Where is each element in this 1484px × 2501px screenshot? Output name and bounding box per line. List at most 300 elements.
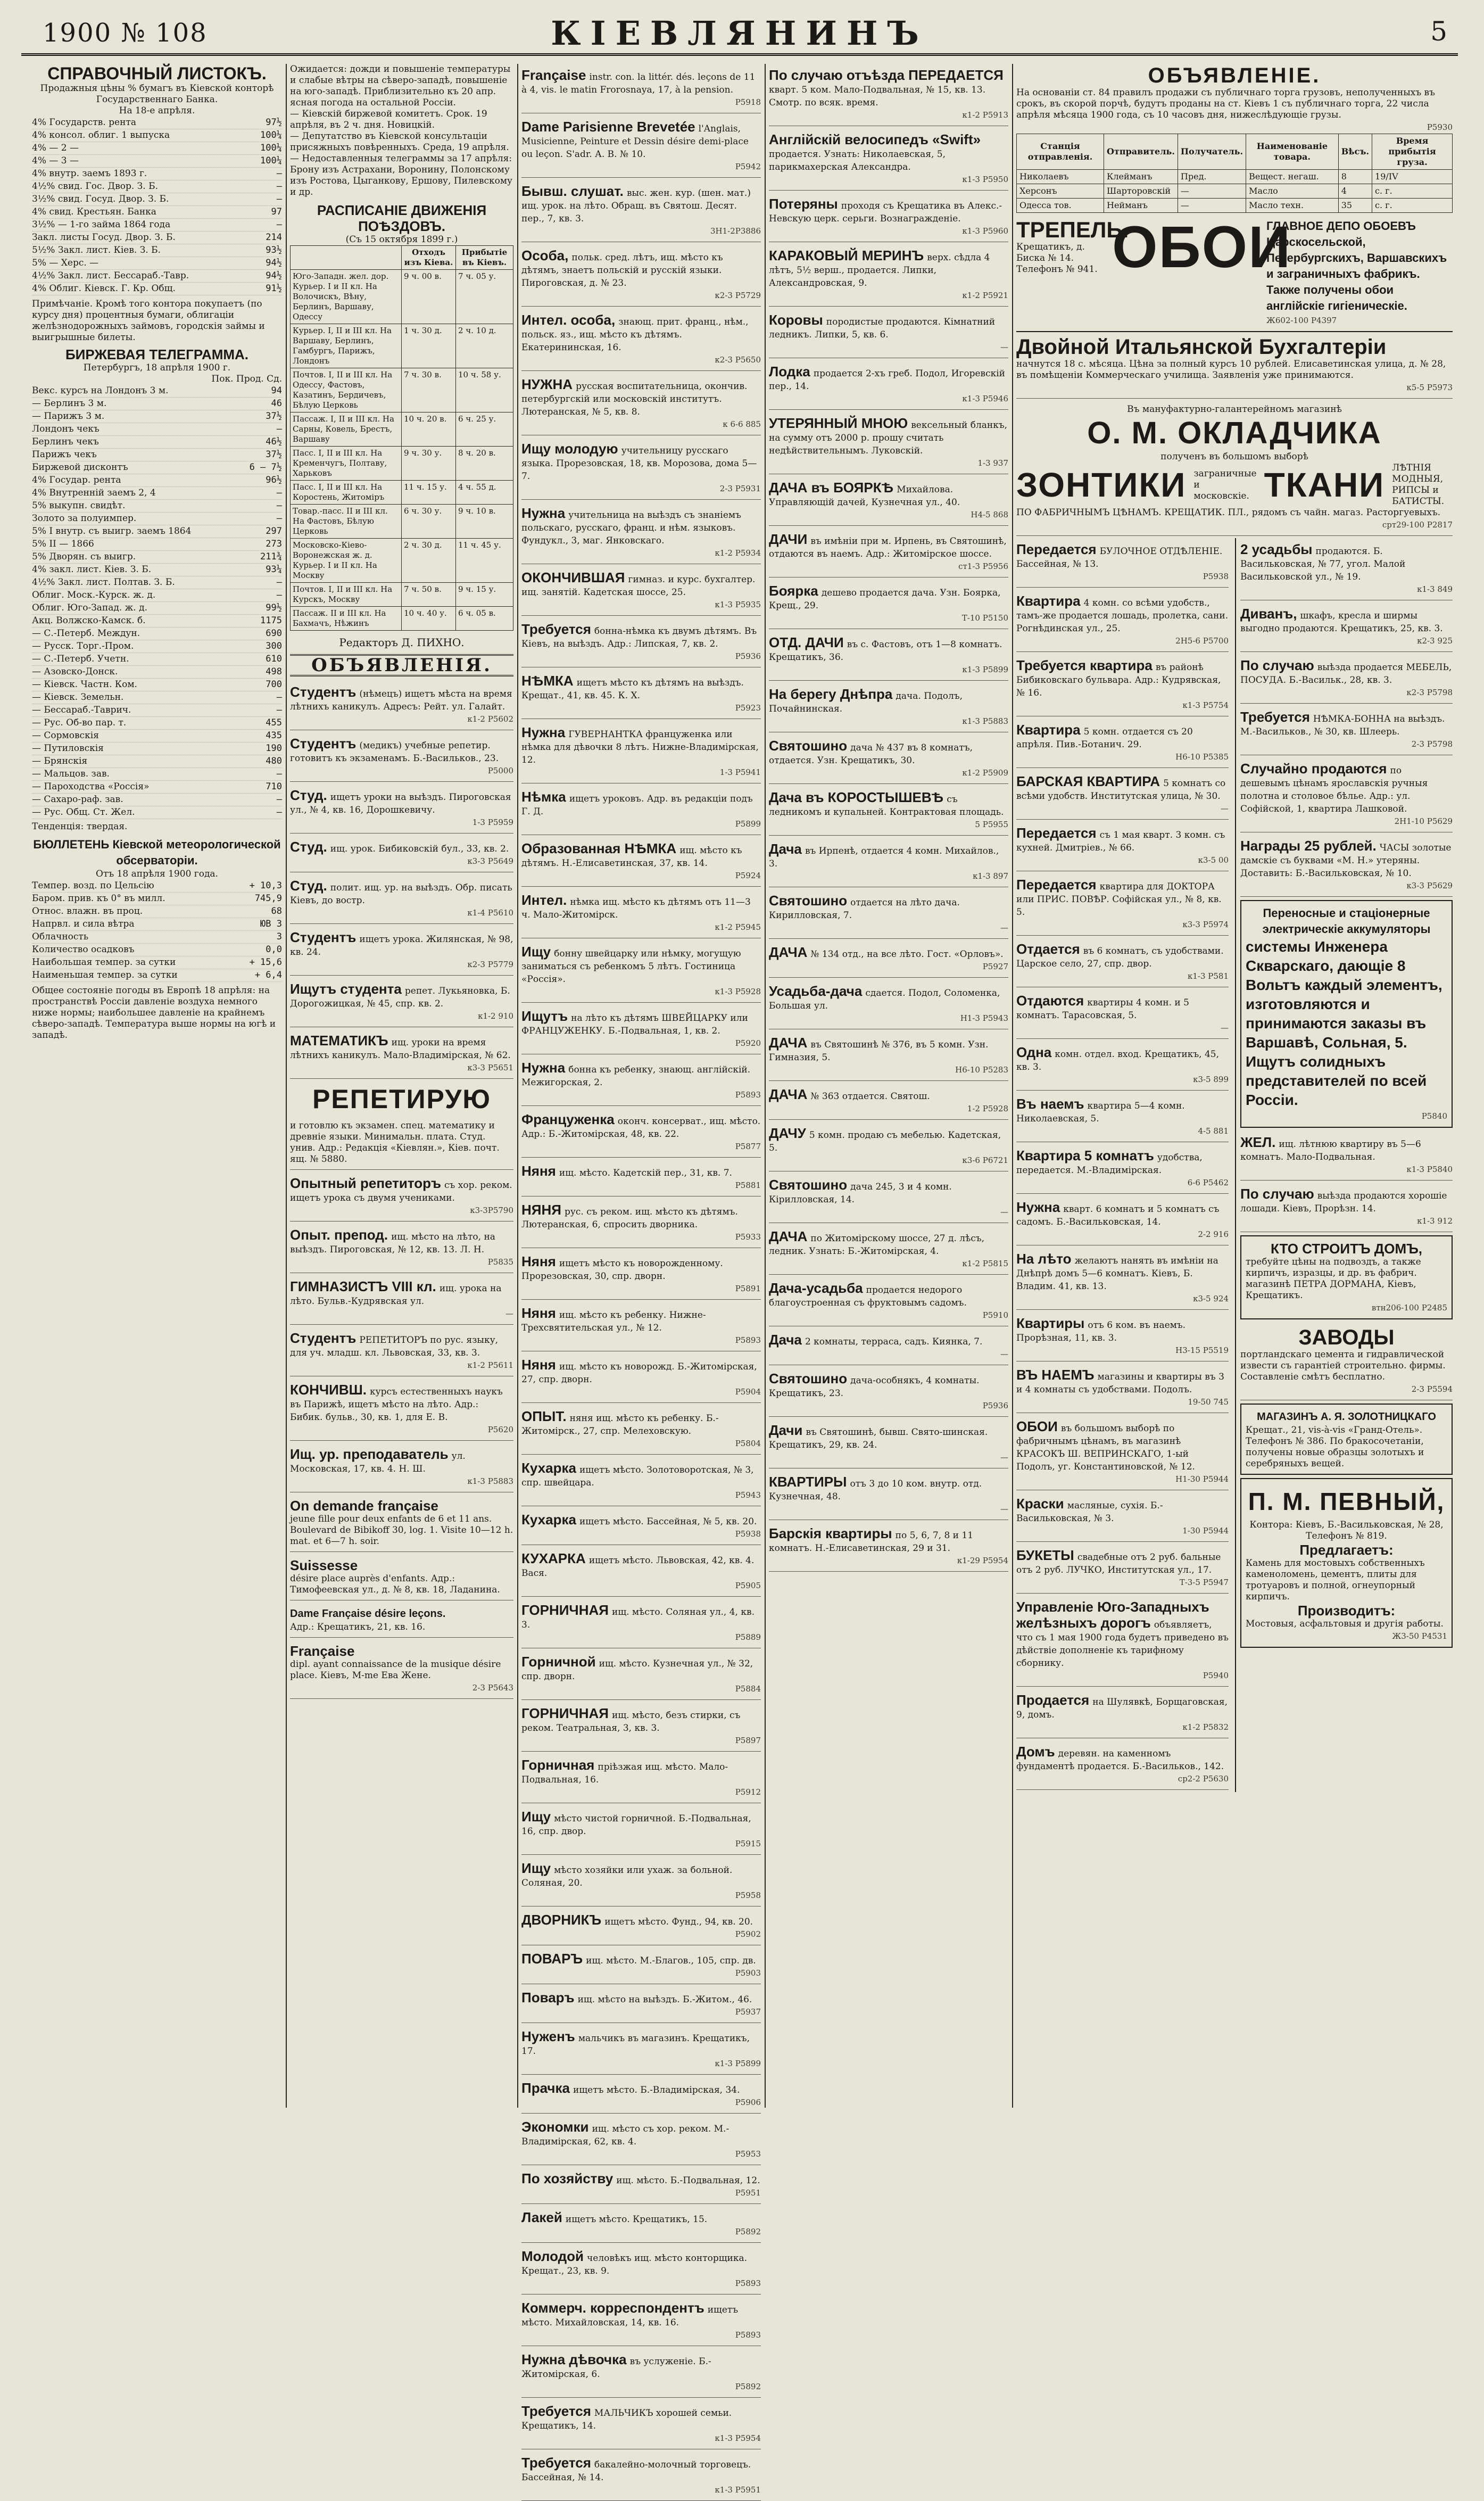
telegram-row bbox=[32, 806, 282, 819]
ad-paragraph bbox=[521, 1951, 761, 1967]
ad-code: Р5884 bbox=[735, 1684, 761, 1694]
ad-headline: ДАЧА bbox=[769, 1086, 808, 1102]
ad-code: 2Н5-6 Р5700 bbox=[1175, 636, 1229, 646]
ad-headline: БАРСКАЯ КВАРТИРА bbox=[1016, 773, 1160, 789]
telegram-row-value: 211¾ bbox=[260, 551, 282, 562]
ad-headline: Потеряны bbox=[769, 196, 838, 212]
telegram-row-value: 297 bbox=[266, 526, 282, 536]
ad-paragraph bbox=[1240, 838, 1453, 879]
telegram-row bbox=[32, 513, 282, 525]
ad-text: объявляетъ, что съ 1 мая 1900 года будетъ приведено въ дѣйствіе дополненіе къ тарифному сборнику. bbox=[1016, 1620, 1229, 1669]
classified-ad bbox=[290, 681, 513, 730]
classified-ad bbox=[769, 631, 1008, 681]
ad-headline: Ищу bbox=[521, 944, 551, 960]
ad-paragraph bbox=[290, 878, 513, 906]
column-ads-5 bbox=[1016, 64, 1453, 2108]
notice-title: ОБЪЯВЛЕНІЕ. bbox=[1148, 64, 1321, 87]
ad-text: квартиры 4 комн. и 5 комнатъ. Тарасовская, 5. bbox=[1016, 997, 1189, 1021]
ad-text: ищетъ мѣсто. Фунд., 94, кв. 20. bbox=[604, 1917, 753, 1927]
ad-headline: Управленіе Юго-Западныхъ желѣзныхъ дорогъ bbox=[1016, 1599, 1209, 1631]
telegram-row bbox=[32, 551, 282, 564]
ad-text: верх. сѣдла 4 лѣтъ, 5½ верш., продается. Липки, Александровская, 9. bbox=[769, 252, 990, 288]
ad-code: к1-3 Р581 bbox=[1187, 971, 1229, 981]
quote-row-value: — bbox=[276, 181, 282, 192]
ad-text: продаются. Б. Васильковская, № 77, угол. Малой Васильковской ул., № 19. bbox=[1240, 546, 1406, 582]
telegram-row bbox=[32, 615, 282, 628]
ad-text: проходя съ Крещатика въ Алекс.-Невскую церк. серьги. Вознагражденіе. bbox=[769, 201, 1002, 224]
ad-paragraph bbox=[521, 724, 761, 766]
ad-paragraph bbox=[521, 789, 761, 818]
ad-paragraph bbox=[521, 1512, 761, 1528]
classified-ad bbox=[521, 1599, 761, 1648]
ad-text: въ районѣ Бибиковскаго бульвара. Адр.: Кудрявская, № 16. bbox=[1016, 662, 1221, 698]
ad-headline: Передается bbox=[1016, 541, 1097, 557]
ad-code: Р5933 bbox=[735, 1232, 761, 1242]
telegram-row-name: Облиг. Юго-Запад. ж. д. bbox=[32, 602, 147, 613]
weather-row-name: Баром. прив. къ 0° въ милл. bbox=[32, 893, 165, 904]
ad-code: 6-6 Р5462 bbox=[1187, 1178, 1229, 1187]
ad-code: к1-3 Р5950 bbox=[962, 175, 1008, 184]
oboi-right-text: ГЛАВНОЕ ДЕПО ОБОЕВЪ Царскосельской, Петербургскихъ, Варшавскихъ и заграничныхъ фабрикъ. Также получены обои англійскіе гигіеническіе. bbox=[1266, 219, 1447, 312]
repet-headline: РЕПЕТИРУЮ bbox=[312, 1084, 491, 1114]
classified-ad bbox=[1016, 1041, 1229, 1091]
zontiki-word: ЗОНТИКИ bbox=[1016, 466, 1187, 504]
telegram-row-value: — bbox=[276, 500, 282, 511]
ad-paragraph bbox=[521, 1990, 761, 2005]
ad-code: — bbox=[505, 1309, 513, 1318]
telegram-row-name: 5% II — 1866 bbox=[32, 539, 94, 549]
classified-ad bbox=[1240, 1183, 1453, 1232]
classified-ad bbox=[521, 1857, 761, 1906]
quote-row bbox=[32, 155, 282, 168]
classified-ad bbox=[1016, 1492, 1229, 1542]
ad-text: ищ. мѣсто. М.-Благов., 105, спр. дв. bbox=[586, 1955, 756, 1966]
classified-ad bbox=[769, 360, 1008, 410]
ad-text: ищ. урок. Бибиковскій бул., 33, кв. 2. bbox=[330, 844, 509, 854]
ad-code: Р5942 bbox=[735, 162, 761, 171]
classified-ad bbox=[769, 1522, 1008, 1572]
cargo-cell: с. г. bbox=[1372, 184, 1453, 199]
ad-text: въ услуженіе. Б.-Житомірская, 6. bbox=[521, 2356, 711, 2380]
ad-text: учительница на выѣздъ съ знаніемъ польскаго, русскаго, франц. и нѣм. языковъ. Фундукл., 3, маг. Янковскаго. bbox=[521, 510, 741, 546]
weather-date: Отъ 18 апрѣля 1900 года. bbox=[96, 869, 218, 879]
quote-row-value: 91½ bbox=[266, 283, 282, 294]
ad-code: к 6-6 885 bbox=[723, 419, 761, 429]
classified-ad bbox=[290, 1172, 513, 1221]
ad-text: ищ. урока на лѣто. Бульв.-Кудрявская ул. bbox=[290, 1283, 502, 1307]
classified-ad bbox=[521, 940, 761, 1003]
telegram-row bbox=[32, 487, 282, 500]
ad-paragraph bbox=[769, 583, 1008, 612]
ad-code: Р5910 bbox=[982, 1310, 1008, 1320]
ad-text: въ Ирпенѣ, отдается 4 комн. Михайлов., 3. bbox=[769, 846, 999, 869]
ad-text: квартира 5—4 комн. Николаевская, 5. bbox=[1016, 1101, 1185, 1124]
italian-code: к5-5 Р5973 bbox=[1406, 383, 1453, 392]
ad-code: Р5893 bbox=[735, 2330, 761, 2340]
ad-headline: Молодой bbox=[521, 2248, 584, 2264]
ads-list bbox=[769, 64, 1008, 1572]
telegram-row-name: — Путиловскія bbox=[32, 743, 104, 754]
classified-ad bbox=[290, 784, 513, 833]
page-header bbox=[21, 11, 1458, 56]
ad-headline: Одна bbox=[1016, 1044, 1052, 1060]
ad-headline: Продается bbox=[1016, 1692, 1090, 1708]
classified-ad bbox=[1016, 1544, 1229, 1594]
weather-forecast: Ожидается: дожди и повышеніе температуры и слабые вѣтры на сѣверо-западѣ, повышеніе на юго-западѣ. Приблизительно къ 20 апр. ясная погода на остальной Россіи. bbox=[290, 64, 511, 108]
ad-paragraph bbox=[769, 944, 1008, 960]
classified-ad bbox=[769, 64, 1008, 126]
ad-dame-head: Dame Française désire leçons. bbox=[290, 1608, 446, 1620]
ad-text: выс. жен. кур. (шен. мат.) ищ. урок. на лѣто. Обращ. въ Святош. Десят. пер., 7, кв. 3. bbox=[521, 188, 751, 224]
ad-headline: Бывш. слушат. bbox=[521, 183, 624, 199]
weather-row-name: Напрвл. и сила вѣтра bbox=[32, 919, 135, 929]
ad-text: № 134 отд., на все лѣто. Гост. «Орловъ». bbox=[810, 949, 1004, 960]
cargo-cell: Шарторовскій bbox=[1104, 184, 1178, 199]
telegram-row bbox=[32, 500, 282, 513]
builder-text: требуйте цѣны на подвоздъ, а также кирпичъ, изразцы, и др. въ фабрич. магазинѣ ПЕТРА ДОРМАНА, Кіевъ, Крещатикъ. bbox=[1246, 1257, 1421, 1301]
telegram-row-value: 37½ bbox=[266, 411, 282, 422]
ad-paragraph bbox=[521, 1111, 761, 1140]
schedule-row bbox=[291, 481, 513, 505]
ad-headline: ДАЧУ bbox=[769, 1125, 806, 1141]
classified-ad bbox=[521, 1986, 761, 2023]
ad-headline: Студ. bbox=[290, 787, 327, 803]
ad-headline: Кухарка bbox=[521, 1512, 576, 1528]
classified-ad bbox=[1016, 1364, 1229, 1413]
ad-paragraph bbox=[521, 1408, 761, 1437]
classified-ad bbox=[1016, 1740, 1229, 1790]
ad-code: Р5902 bbox=[735, 1929, 761, 1939]
ad-text: на лѣто къ дѣтямъ ШВЕЙЦАРКУ или ФРАНЦУЖЕНКУ. Б.-Подвальная, 1, кв. 2. bbox=[521, 1013, 748, 1036]
ad-headline: Ищ. ур. преподаватель bbox=[290, 1446, 449, 1462]
ad-paragraph bbox=[1016, 657, 1229, 699]
telegram-row bbox=[32, 461, 282, 474]
ad-code: Р5893 bbox=[735, 1090, 761, 1100]
ad-text: отдается на лѣто дача. Кирилловская, 7. bbox=[769, 897, 960, 921]
quote-row-value: — bbox=[276, 219, 282, 230]
ad-headline: Нужна bbox=[1016, 1199, 1060, 1215]
ad-code: 1-30 Р5944 bbox=[1182, 1526, 1229, 1536]
ad-headline: Няня bbox=[521, 1305, 556, 1321]
telegram-row-value: — bbox=[276, 577, 282, 588]
telegram-row-value: 94 bbox=[271, 385, 282, 396]
column-schedule bbox=[290, 64, 513, 2108]
ad-text: кварт. 6 комнатъ и 5 комнатъ съ садомъ. Б.-Васильковская, 14. bbox=[1016, 1204, 1220, 1227]
ad-text: дача 245, 3 и 4 комн. Кірилловская, 14. bbox=[769, 1182, 952, 1205]
ads-list bbox=[290, 681, 513, 1079]
weather-row-name: Наибольшая темпер. за сутки bbox=[32, 957, 176, 968]
classified-ad bbox=[521, 2400, 761, 2449]
schedule-departure: 7 ч. 30 в. bbox=[402, 368, 456, 412]
ad-text: квартира для ДОКТОРА или ПРИС. ПОВѢР. Софійская ул., № 8, кв. 5. bbox=[1016, 881, 1222, 918]
ad-headline: ДАЧА bbox=[769, 1035, 808, 1051]
ad-headline: Интел. особа, bbox=[521, 312, 616, 328]
telegram-row bbox=[32, 794, 282, 806]
ad-text: бонна къ ребенку, знающ. англійскій. Межигорская, 2. bbox=[521, 1064, 751, 1088]
ad-text: № 363 отдается. Святош. bbox=[810, 1091, 930, 1102]
quote-row bbox=[32, 142, 282, 155]
quote-row-name: 5½% Закл. лист. Кіев. З. Б. bbox=[32, 245, 161, 255]
schedule-route: Пассаж. II и III кл. На Бахмачъ, Нѣжинъ bbox=[291, 607, 402, 631]
quote-row bbox=[32, 244, 282, 257]
ad-text: ищетъ уроки на выѣздъ. Пироговская ул., № 4, кв. 16, Дорошкевичу. bbox=[290, 792, 511, 815]
ad-headline: Няня bbox=[521, 1163, 556, 1179]
ad-paragraph bbox=[521, 2403, 761, 2432]
ad-code: к1-2 Р5909 bbox=[962, 768, 1008, 778]
telegram-row-value: 710 bbox=[266, 781, 282, 792]
ad-headline: ЖЕЛ. bbox=[1240, 1134, 1276, 1150]
ad-paragraph bbox=[521, 1757, 761, 1786]
classified-ad bbox=[769, 1277, 1008, 1326]
ad-paragraph bbox=[769, 1422, 1008, 1451]
cargo-header-cell: Получатель. bbox=[1178, 134, 1246, 170]
ad-text: желаютъ нанять въ имѣніи на Днѣпрѣ домъ 5—6 комнатъ. Кіевъ, Б. Владим. 41, кв. 13. bbox=[1016, 1256, 1218, 1292]
ad-headline: ГОРНИЧНАЯ bbox=[521, 1705, 609, 1721]
classified-ad bbox=[1240, 654, 1453, 704]
ad-paragraph bbox=[1016, 1692, 1229, 1721]
cargo-header-cell: Отправитель. bbox=[1104, 134, 1178, 170]
builder-title: КТО СТРОИТЪ ДОМЪ, bbox=[1270, 1241, 1423, 1257]
weather-list bbox=[32, 880, 282, 982]
ad-code: — bbox=[1000, 1504, 1008, 1514]
ad-headline: Няня bbox=[521, 1357, 556, 1373]
ad-code: 2-2 916 bbox=[1198, 1229, 1229, 1239]
ad-headline: Студ. bbox=[290, 839, 327, 855]
reference-date: На 18-е апрѣля. bbox=[119, 105, 195, 116]
classified-ad bbox=[1016, 822, 1229, 871]
ad-text: ищ. мѣсто на выѣздъ. Б.-Житом., 46. bbox=[577, 1994, 752, 2005]
news-item: — Кіевскій биржевой комитетъ. Срок. 19 апрѣля, въ 2 ч. дня. Новицкій. bbox=[290, 109, 487, 130]
weather-row-value: 745,9 bbox=[254, 893, 282, 904]
ad-code: Р5953 bbox=[735, 2149, 761, 2159]
ad-builder bbox=[1240, 1235, 1453, 1319]
ad-paragraph bbox=[521, 2300, 761, 2329]
quote-row bbox=[32, 283, 282, 295]
oboi-code: Ж602-100 Р4397 bbox=[1266, 316, 1337, 325]
ad-text: ищ. мѣсто, безъ стирки, съ реком. Театральная, 3, кв. 3. bbox=[521, 1710, 741, 1734]
ad-code: к2-3 Р5729 bbox=[715, 291, 761, 300]
quote-row-value: 97 bbox=[271, 207, 282, 217]
ad-paragraph bbox=[769, 983, 1008, 1012]
ad-paragraph bbox=[1016, 1418, 1229, 1473]
cargo-table bbox=[1016, 134, 1453, 213]
telegram-row-name: — Брянскія bbox=[32, 756, 88, 766]
repet-text: и готовлю къ экзамен. спец. математику и древніе языки. Минимальн. плата. Студ. унив. Адр.: Редакція «Кіевлян.», Кіев. почт. ящ. № 5880. bbox=[290, 1117, 513, 1170]
ad-paragraph bbox=[290, 787, 513, 816]
schedule-arrival: 6 ч. 25 у. bbox=[455, 412, 513, 447]
ad-code: к3-3 Р5651 bbox=[467, 1063, 513, 1072]
ad-headline: Коровы bbox=[769, 312, 823, 328]
classified-ad bbox=[521, 889, 761, 938]
schedule-row bbox=[291, 270, 513, 324]
ad-headline: Требуется bbox=[521, 2455, 591, 2471]
ad-code: Р5877 bbox=[735, 1142, 761, 1151]
quote-row-value: 93½ bbox=[266, 245, 282, 255]
classified-ad bbox=[521, 786, 761, 835]
classified-ad bbox=[1240, 757, 1453, 832]
classified-ad bbox=[1016, 873, 1229, 936]
telegram-row-value: — bbox=[276, 513, 282, 524]
quote-row-name: 4% свид. Крестьян. Банка bbox=[32, 207, 156, 217]
ad-code: Р5940 bbox=[1203, 1671, 1229, 1680]
quote-row bbox=[32, 117, 282, 129]
ad-headline: По случаю bbox=[1240, 657, 1314, 673]
zavody-title: ЗАВОДЫ bbox=[1298, 1326, 1395, 1349]
ad-paragraph bbox=[1240, 606, 1453, 634]
ad-code: Р5936 bbox=[735, 651, 761, 661]
ad-paragraph bbox=[769, 1035, 1008, 1063]
telegram-row-value: — bbox=[276, 424, 282, 434]
telegram-row bbox=[32, 742, 282, 755]
ad-headline: Ищутъ студента bbox=[290, 981, 402, 997]
ad-headline: Дача-усадьба bbox=[769, 1280, 863, 1296]
ad-paragraph bbox=[1016, 941, 1229, 970]
ad-headline: Кухарка bbox=[521, 1460, 576, 1476]
schedule-route: Пассаж. I, II и III кл. На Сарны, Ковель, Брестъ, Варшаву bbox=[291, 412, 402, 447]
ad-text: удобства, передается. М.-Владимірская. bbox=[1016, 1152, 1203, 1176]
ad-text: ищетъ мѣсто. Золотоворотская, № 3, спр. швейцара. bbox=[521, 1465, 754, 1488]
ad-code: к1-2 Р5611 bbox=[467, 1360, 513, 1370]
telegram-row-name: Биржевой дисконтъ bbox=[32, 462, 128, 473]
ad-code: к2-3 Р5650 bbox=[715, 355, 761, 365]
issue-number: 1900 № 108 bbox=[43, 18, 208, 48]
ad-headline: Святошино bbox=[769, 1371, 848, 1386]
classified-ad bbox=[521, 1250, 761, 1300]
ad-headline: Домъ bbox=[1016, 1744, 1055, 1760]
schedule-departure: 6 ч. 30 у. bbox=[402, 505, 456, 539]
ad-code: к1-3 Р5960 bbox=[962, 226, 1008, 236]
ad-headline: ВЪ НАЕМЪ bbox=[1016, 1367, 1095, 1383]
classified-ad bbox=[521, 2206, 761, 2243]
classified-ad bbox=[769, 1174, 1008, 1223]
classified-ad bbox=[290, 874, 513, 924]
classified-ad bbox=[1016, 1093, 1229, 1142]
ad-code: к3-5 00 bbox=[1198, 855, 1229, 865]
ad-paragraph bbox=[521, 1305, 761, 1334]
ad-text: въ 6 комнатъ, съ удобствами. Царское село, 27, спр. двор. bbox=[1016, 946, 1224, 969]
telegram-row bbox=[32, 666, 282, 679]
ad-headline: Прачка bbox=[521, 2080, 570, 2096]
ad-paragraph bbox=[769, 1280, 1008, 1309]
telegram-row-name: — Кіевск. Частн. Ком. bbox=[32, 679, 137, 690]
ad-text: съ 1 мая кварт. 3 комн. съ кухней. Дмитріев., № 66. bbox=[1016, 830, 1225, 853]
classified-ad bbox=[769, 683, 1008, 732]
classified-ad bbox=[1016, 1196, 1229, 1245]
ad-headline: Ищу молодую bbox=[521, 441, 618, 457]
ad-headline: КУХАРКА bbox=[521, 1550, 586, 1566]
zavody-code: 2-3 Р5594 bbox=[1411, 1384, 1453, 1394]
ad-paragraph bbox=[521, 1008, 761, 1037]
ad-paragraph bbox=[1240, 709, 1453, 738]
ad-paragraph bbox=[290, 1446, 513, 1475]
ad-code: 4-5 881 bbox=[1198, 1126, 1229, 1136]
ad-paragraph bbox=[1016, 1315, 1229, 1344]
ad-paragraph bbox=[1016, 722, 1229, 750]
ad-headline: Нужна bbox=[521, 505, 566, 521]
telegram-row-value: 700 bbox=[266, 679, 282, 690]
telegram-row bbox=[32, 628, 282, 640]
weather-row bbox=[32, 956, 282, 969]
ad-code: Р5938 bbox=[1203, 572, 1229, 581]
ad-headline: Награды 25 рублей. bbox=[1240, 838, 1377, 854]
ad-code: Р5937 bbox=[735, 2007, 761, 2017]
ad-francaise-text: dipl. ayant connaissance de la musique désire place. Кіевъ, М-me Ева Жене. bbox=[290, 1659, 501, 1681]
ad-code: к1-3 Р5754 bbox=[1182, 700, 1229, 710]
ad-code: Р5951 bbox=[735, 2188, 761, 2198]
weather-row-value: ЮВ 3 bbox=[260, 919, 282, 929]
ad-paragraph bbox=[521, 1163, 761, 1179]
schedule-arrival: 9 ч. 10 в. bbox=[455, 505, 513, 539]
ad-code: Н6-10 Р5283 bbox=[955, 1065, 1008, 1075]
classified-ad bbox=[769, 1419, 1008, 1468]
schedule-arrival: 9 ч. 15 у. bbox=[455, 583, 513, 607]
telegram-row-value: — bbox=[276, 488, 282, 498]
schedule-row bbox=[291, 539, 513, 583]
classified-ad bbox=[769, 941, 1008, 978]
pevny-title: П. М. ПЕВНЫЙ, bbox=[1248, 1488, 1445, 1515]
ad-text: няня ищ. мѣсто къ ребенку. Б.-Житомірск., 27, спр. Мелеховскую. bbox=[521, 1413, 719, 1437]
ad-headline: Француженка bbox=[521, 1111, 615, 1127]
ad-code: к1-29 Р5954 bbox=[957, 1556, 1008, 1565]
ad-paragraph bbox=[1240, 1134, 1453, 1163]
cargo-cell: 4 bbox=[1338, 184, 1372, 199]
weather-row-value: + 10,3 bbox=[249, 880, 282, 891]
schedule-header-cell: Прибытіе въ Кіевъ. bbox=[455, 246, 513, 270]
ad-accumulators bbox=[1240, 900, 1453, 1128]
ad-text: дешево продается дача. Узн. Боярка, Крещ., 29. bbox=[769, 588, 1001, 611]
quote-row-value: — bbox=[276, 194, 282, 204]
ad-paragraph bbox=[1016, 773, 1229, 802]
ad-headline: ДАЧИ bbox=[769, 531, 808, 547]
ad-text: бакалейно-молочный торговецъ. Бассейная, № 14. bbox=[521, 2459, 751, 2483]
schedule-arrival: 7 ч. 05 у. bbox=[455, 270, 513, 324]
col5-left-ads bbox=[1016, 538, 1229, 1792]
ad-paragraph bbox=[1240, 761, 1453, 815]
ad-headline: На лѣто bbox=[1016, 1251, 1072, 1267]
page-number: 5 bbox=[1430, 16, 1447, 47]
ad-headline: КВАРТИРЫ bbox=[769, 1474, 847, 1490]
ad-paragraph bbox=[521, 1705, 761, 1734]
weather-row-name: Темпер. возд. по Цельсію bbox=[32, 880, 154, 891]
ad-headline: Барскія квартиры bbox=[769, 1525, 892, 1541]
ad-code: Т-3-5 Р5947 bbox=[1179, 1578, 1229, 1587]
ad-code: к1-2 910 bbox=[478, 1011, 513, 1021]
ad-code: к1-2 Р5934 bbox=[715, 548, 761, 558]
ad-paragraph bbox=[769, 1371, 1008, 1399]
okladchik-code: срт29-100 Р2817 bbox=[1382, 520, 1453, 530]
schedule-route: Курьер. I, II и III кл. На Варшаву, Берлинъ, Гамбургъ, Парижъ, Лондонъ bbox=[291, 324, 402, 368]
telegram-row-value: 46½ bbox=[266, 436, 282, 447]
cargo-row bbox=[1017, 199, 1453, 213]
classified-ad bbox=[521, 1805, 761, 1855]
ad-code: 2Н1-10 Р5629 bbox=[1394, 816, 1453, 826]
ad-french-head: On demande française bbox=[290, 1498, 438, 1514]
ad-code: к1-3 Р5883 bbox=[962, 716, 1008, 726]
classified-ad bbox=[521, 566, 761, 616]
ad-code: к3-5 899 bbox=[1193, 1075, 1229, 1084]
schedule-departure: 2 ч. 30 д. bbox=[402, 539, 456, 583]
ad-text: по Житомірскому шоссе, 27 д. лѣсъ, ледник. Узнать: Б.-Житомірская, 4. bbox=[769, 1233, 985, 1257]
telegram-row bbox=[32, 564, 282, 576]
schedule-departure: 7 ч. 50 в. bbox=[402, 583, 456, 607]
ad-headline: По случаю отъѣзда ПЕРЕДАЕТСЯ bbox=[769, 67, 1004, 83]
ad-code: — bbox=[1000, 1207, 1008, 1217]
quote-row bbox=[32, 206, 282, 219]
classified-ad bbox=[1016, 938, 1229, 987]
ad-paragraph bbox=[521, 119, 761, 160]
ad-headline: Англійскій велосипедъ «Swift» bbox=[769, 131, 981, 147]
classified-ad bbox=[521, 1353, 761, 1403]
